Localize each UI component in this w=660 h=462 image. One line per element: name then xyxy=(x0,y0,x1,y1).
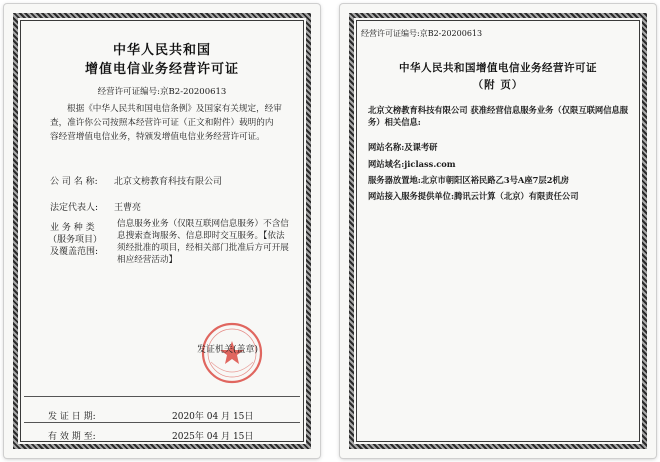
scope-label-line2: （服务项目） xyxy=(48,235,103,245)
license-annex-page xyxy=(340,4,656,458)
annex-approval-text: 北京文榜教育科技有限公司 获准经营信息服务业务（仅限互联网信息服务）相关信息: xyxy=(368,105,629,127)
divider xyxy=(24,422,300,423)
issuing-authority-label: 发证机关(盖章) xyxy=(197,345,259,355)
annex-server-location: 服务器放置地:北京市朝阳区裕民路乙3号A座7层2机房 xyxy=(368,175,570,185)
company-name-label: 公 司 名 称: xyxy=(50,177,98,187)
annex-license-number: 经营许可证编号:京B2-20200613 xyxy=(361,29,483,38)
valid-until-label: 有 效 期 至: xyxy=(48,432,96,442)
license-main-page xyxy=(4,4,320,458)
annex-site-name: 网站名称:及课考研 xyxy=(368,142,438,152)
divider xyxy=(24,396,300,397)
license-number: 经营许可证编号:京B2-20200613 xyxy=(97,87,227,97)
scope-label-line1: 业 务 种 类 xyxy=(50,223,95,233)
annex-title-line2: （附 页） xyxy=(472,79,524,91)
annex-access-provider: 网站接入服务提供单位:腾讯云计算（北京）有限责任公司 xyxy=(368,191,579,201)
scope-label-line3: 及覆盖范围: xyxy=(50,247,99,257)
issue-date-label: 发 证 日 期: xyxy=(48,412,96,422)
issue-date-value: 2020年 04 月 15日 xyxy=(172,412,254,422)
annex-title-line1: 中华人民共和国增值电信业务经营许可证 xyxy=(399,62,597,74)
main-title-line1: 中华人民共和国 xyxy=(112,43,211,58)
legal-representative-label: 法定代表人: xyxy=(50,203,99,213)
scope-value: 信息服务业务（仅限互联网信息服务）不含信息搜索查询服务、信息即时交互服务。【依法须经批准的项目，经相关部门批准后方可开展相应经营活动】 xyxy=(117,219,289,265)
legal-representative-value: 王曹亮 xyxy=(114,203,142,213)
intro-text: 根据《中华人民共和国电信条例》及国家有关规定，经审查，准许你公司按照本经营许可证（正文和附件）载明的内容经营增值电信业务，特颁发增值电信业务经营许可证。 xyxy=(50,104,282,142)
valid-until-value: 2025年 04 月 15日 xyxy=(172,432,254,442)
main-title-line2: 增值电信业务经营许可证 xyxy=(84,62,239,77)
company-name-value: 北京文榜教育科技有限公司 xyxy=(114,177,223,187)
annex-domain: 网站域名:jiclass.com xyxy=(368,159,456,169)
